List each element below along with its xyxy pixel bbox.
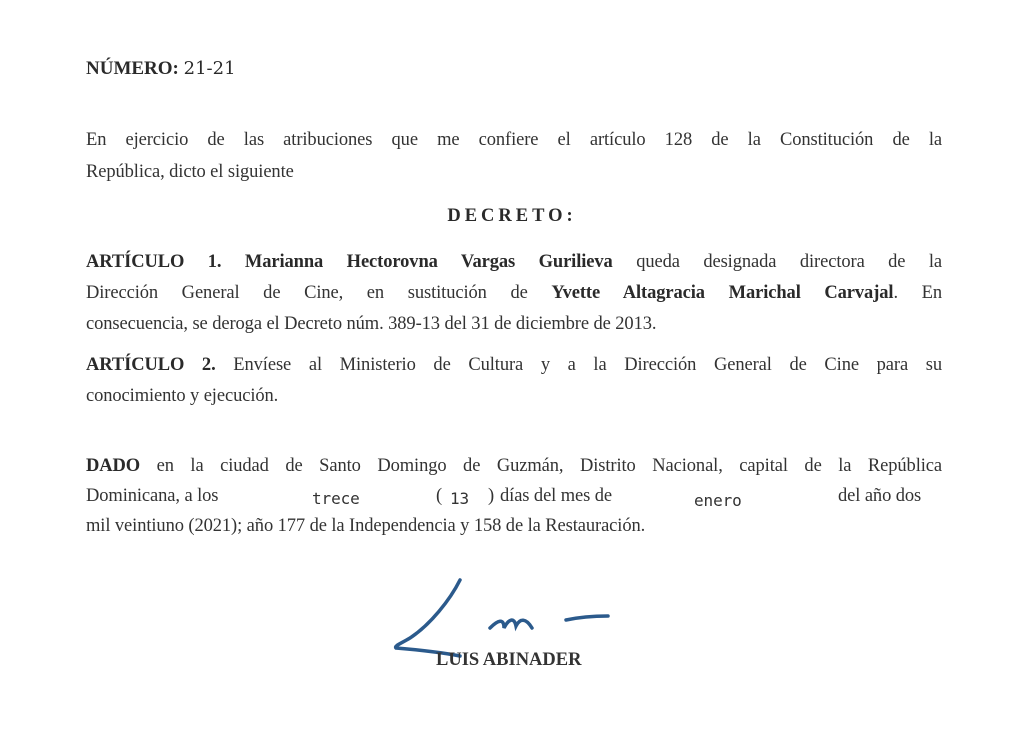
paren-open: ( xyxy=(436,486,443,506)
article-2-line-1 xyxy=(86,355,942,376)
decree-title: DECRETO: xyxy=(447,206,577,226)
dado-label: DADO xyxy=(86,456,141,476)
paren-close: ) xyxy=(488,486,495,506)
article-1-text-3: . En xyxy=(893,283,942,303)
article-1-text-2: Dirección General de Cine, en sustitución de xyxy=(86,283,528,303)
replaced-name: Yvette Altagracia Marichal Carvajal xyxy=(551,283,894,303)
appointee-name: Marianna Hectorovna Vargas Gurilieva xyxy=(244,252,613,272)
article-2-text: Envíese al Ministerio de Cultura y a la Dirección General de Cine para su xyxy=(233,355,942,375)
dado-line-1 xyxy=(86,456,942,477)
article-2-line-2: conocimiento y ejecución. xyxy=(86,386,279,406)
day-words: trece xyxy=(312,489,360,508)
article-1-line-3: consecuencia, se deroga el Decreto núm. 389-13 del 31 de diciembre de 2013. xyxy=(86,314,657,334)
dado-text-4: del año dos xyxy=(838,486,922,506)
preamble-line-1: En ejercicio de las atribuciones que me confiere el artículo 128 de la Constitución de la xyxy=(86,130,942,150)
article-1-line-2 xyxy=(86,283,942,304)
day-number: 13 xyxy=(450,489,470,508)
preamble-line-2: República, dicto el siguiente xyxy=(86,162,294,182)
month: enero xyxy=(694,491,742,510)
numero-label: NÚMERO: xyxy=(86,58,179,79)
signatory-name: LUIS ABINADER xyxy=(436,650,582,670)
dado-line-3: mil veintiuno (2021); año 177 de la Independencia y 158 de la Restauración. xyxy=(86,516,646,536)
decree-number xyxy=(86,58,236,80)
article-1-label: ARTÍCULO 1. xyxy=(86,252,222,272)
article-1-line-1 xyxy=(86,252,942,273)
numero-value: 21-21 xyxy=(183,58,236,79)
dado-line-2 xyxy=(86,486,942,510)
article-1-text: queda designada directora de la xyxy=(636,252,942,272)
article-2-label: ARTÍCULO 2. xyxy=(86,355,216,375)
dado-text: en la ciudad de Santo Domingo de Guzmán, Distrito Nacional, capital de la República xyxy=(156,456,943,476)
dado-text-3: días del mes de xyxy=(500,486,613,506)
dado-text-2: Dominicana, a los xyxy=(86,486,219,506)
